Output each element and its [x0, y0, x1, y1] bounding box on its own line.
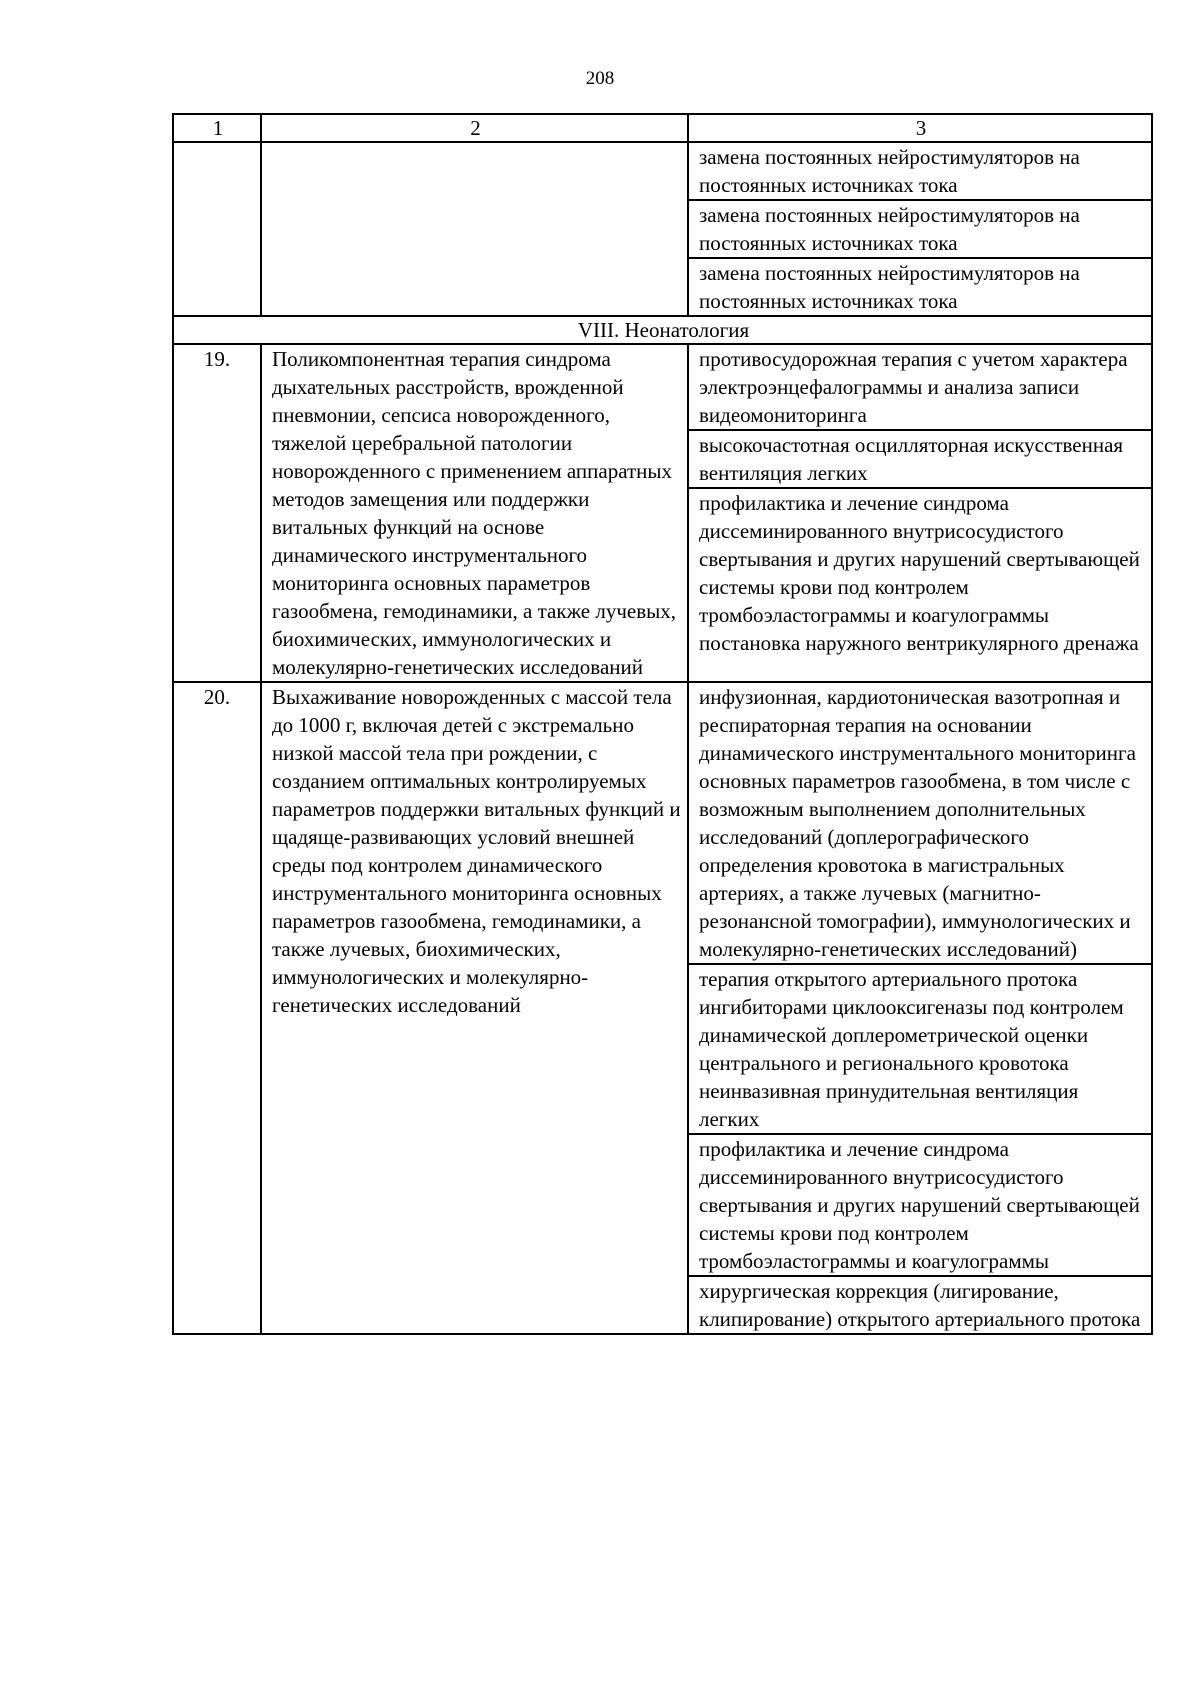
row-description: Поликомпонентная терапия синдрома дыхательных расстройств, врожденной пневмонии, сепсиса новорожденного, тяжелой церебральной патологии новорожденного с применением аппаратных методов замещения или поддержки витальных функций на основе динамического инструментального мониторинга основных параметров газообмена, гемодинамики, а также лучевых, биохимических, иммунологических и молекулярно-генетических исследований [261, 344, 688, 682]
row-description: Выхаживание новорожденных с массой тела до 1000 г, включая детей с экстремально низкой массой тела при рождении, с созданием оптимальных контролируемых параметров поддержки витальных функций и щадяще-развивающих условий внешней среды под контролем динамического инструментального мониторинга основных параметров газообмена, гемодинамики, а также лучевых, биохимических, иммунологических и молекулярно-генетических исследований [261, 682, 688, 1334]
row-methods [688, 344, 1152, 682]
method-item: инфузионная, кардиотоническая вазотропная и респираторная терапия на основании динамического инструментального мониторинга основных параметров газообмена, в том числе с возможным выполнением дополнительных исследований (доплерографического определения кровотока в магистральных артериях, а также лучевых (магнитно-резонансной томографии), иммунологических и молекулярно-генетических исследований) [699, 685, 1136, 961]
method-item: профилактика и лечение синдрома диссеминированного внутрисосудистого свертывания и других нарушений свертывающей системы крови под контролем тромбоэластограммы и коагулограммы постановка наружного вентрикулярного дренажа [689, 487, 1151, 657]
header-col-2: 2 [261, 114, 688, 142]
row-number: 20. [173, 682, 261, 1334]
table-header-row [173, 114, 1152, 142]
method-item: замена постоянных нейростимуляторов на постоянных источниках тока [689, 199, 1151, 257]
header-col-1: 1 [173, 114, 261, 142]
section-title: VIII. Неонатология [173, 316, 1152, 344]
table-row [173, 344, 1152, 682]
method-item: хирургическая коррекция (лигирование, клипирование) открытого артериального протока [689, 1275, 1151, 1333]
row-number: 19. [173, 344, 261, 682]
row-methods [688, 682, 1152, 1334]
method-item: замена постоянных нейростимуляторов на постоянных источниках тока [689, 257, 1151, 315]
method-item: профилактика и лечение синдрома диссеминированного внутрисосудистого свертывания и других нарушений свертывающей системы крови под контролем тромбоэластограммы и коагулограммы [689, 1133, 1151, 1275]
continuation-methods-cell [688, 142, 1152, 316]
method-item: противосудорожная терапия с учетом характера электроэнцефалограммы и анализа записи видеомониторинга [699, 347, 1128, 427]
section-row [173, 316, 1152, 344]
table-row [173, 682, 1152, 1334]
header-col-3: 3 [688, 114, 1152, 142]
continuation-desc-cell [261, 142, 688, 316]
table-row-continuation [173, 142, 1152, 316]
method-item: терапия открытого артериального протока ингибиторами циклооксигеназы под контролем динамической доплерометрической оценки центрального и регионального кровотока неинвазивная принудительная вентиляция легких [689, 963, 1151, 1133]
procedures-table [172, 113, 1153, 1335]
page-number: 208 [585, 68, 615, 89]
method-item: замена постоянных нейростимуляторов на постоянных источниках тока [699, 145, 1080, 197]
method-item: высокочастотная осцилляторная искусственная вентиляция легких [689, 429, 1151, 487]
continuation-num-cell [173, 142, 261, 316]
